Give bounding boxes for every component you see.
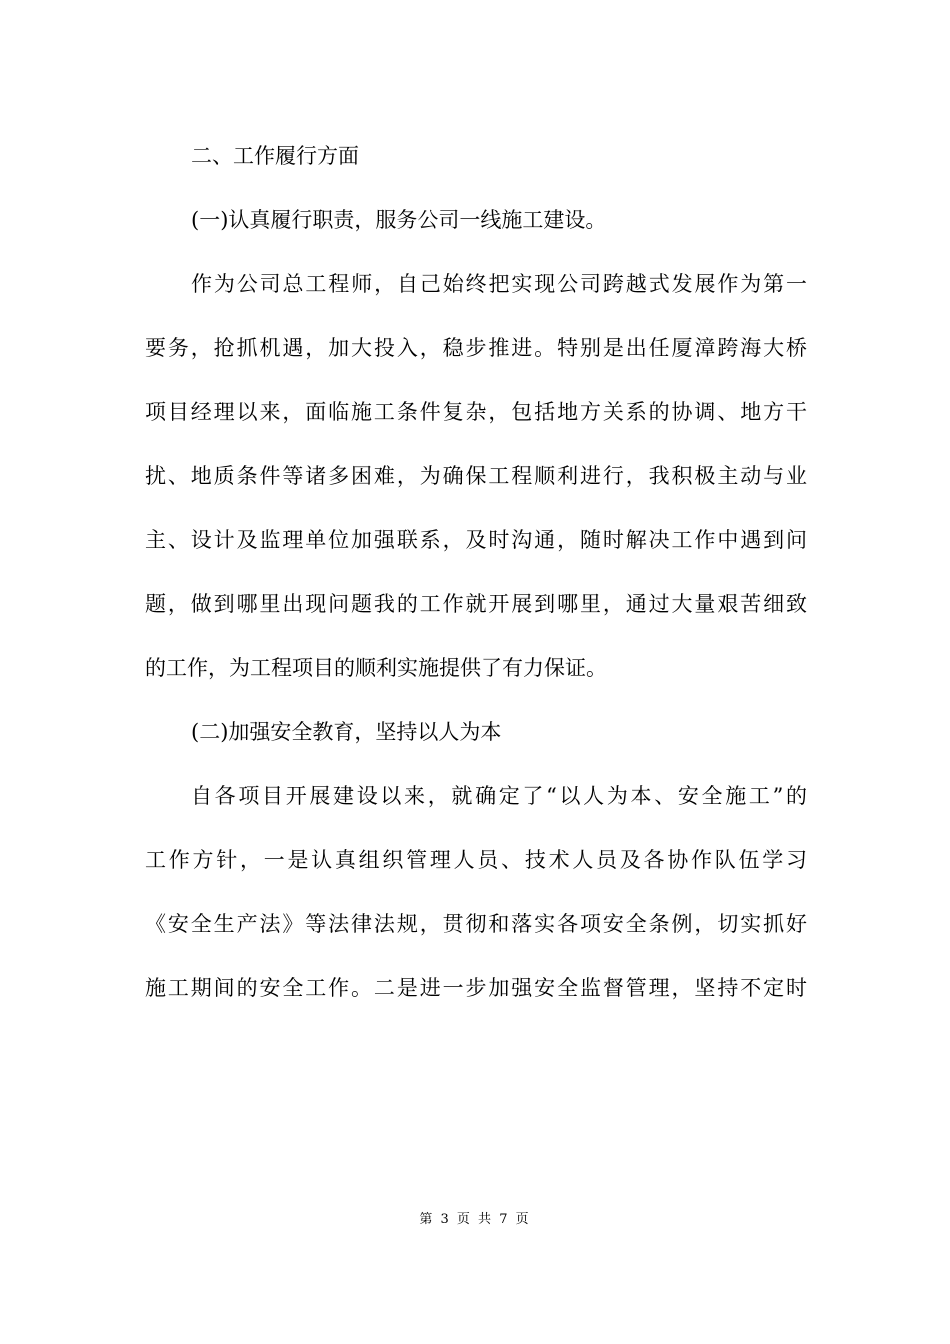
paragraph-2-line-2: 工作方针，一是认真组织管理人员、技术人员及各协作队伍学习 [145, 848, 807, 872]
paragraph-1-line-3: 项目经理以来，面临施工条件复杂，包括地方关系的协调、地方干 [145, 400, 807, 424]
subsection-heading-1: (一)认真履行职责，服务公司一线施工建设。 [191, 208, 607, 232]
section-heading: 二、工作履行方面 [191, 144, 359, 168]
paragraph-1-line-4: 扰、地质条件等诸多困难，为确保工程顺利进行，我积极主动与业 [145, 464, 807, 488]
paragraph-1-line-2: 要务，抢抓机遇，加大投入，稳步推进。特别是出任厦漳跨海大桥 [145, 336, 807, 360]
paragraph-1-line-5: 主、设计及监理单位加强联系，及时沟通，随时解决工作中遇到问 [145, 528, 807, 552]
page-number-footer: 第 3 页 共 7 页 [419, 1212, 531, 1227]
paragraph-1-line-7: 的工作，为工程项目的顺利实施提供了有力保证。 [145, 656, 607, 680]
paragraph-2-line-4: 施工期间的安全工作。二是进一步加强安全监督管理，坚持不定时 [145, 976, 807, 1000]
paragraph-2-line-1: 自各项目开展建设以来，就确定了“以人为本、安全施工”的 [191, 784, 807, 808]
paragraph-2-line-3: 《安全生产法》等法律法规，贯彻和落实各项安全条例，切实抓好 [145, 912, 807, 936]
document-body [145, 124, 807, 1020]
paragraph-1-line-6: 题，做到哪里出现问题我的工作就开展到哪里，通过大量艰苦细致 [145, 592, 807, 616]
subsection-heading-2: (二)加强安全教育，坚持以人为本 [191, 720, 502, 744]
paragraph-1-line-1: 作为公司总工程师，自己始终把实现公司跨越式发展作为第一 [191, 272, 807, 296]
